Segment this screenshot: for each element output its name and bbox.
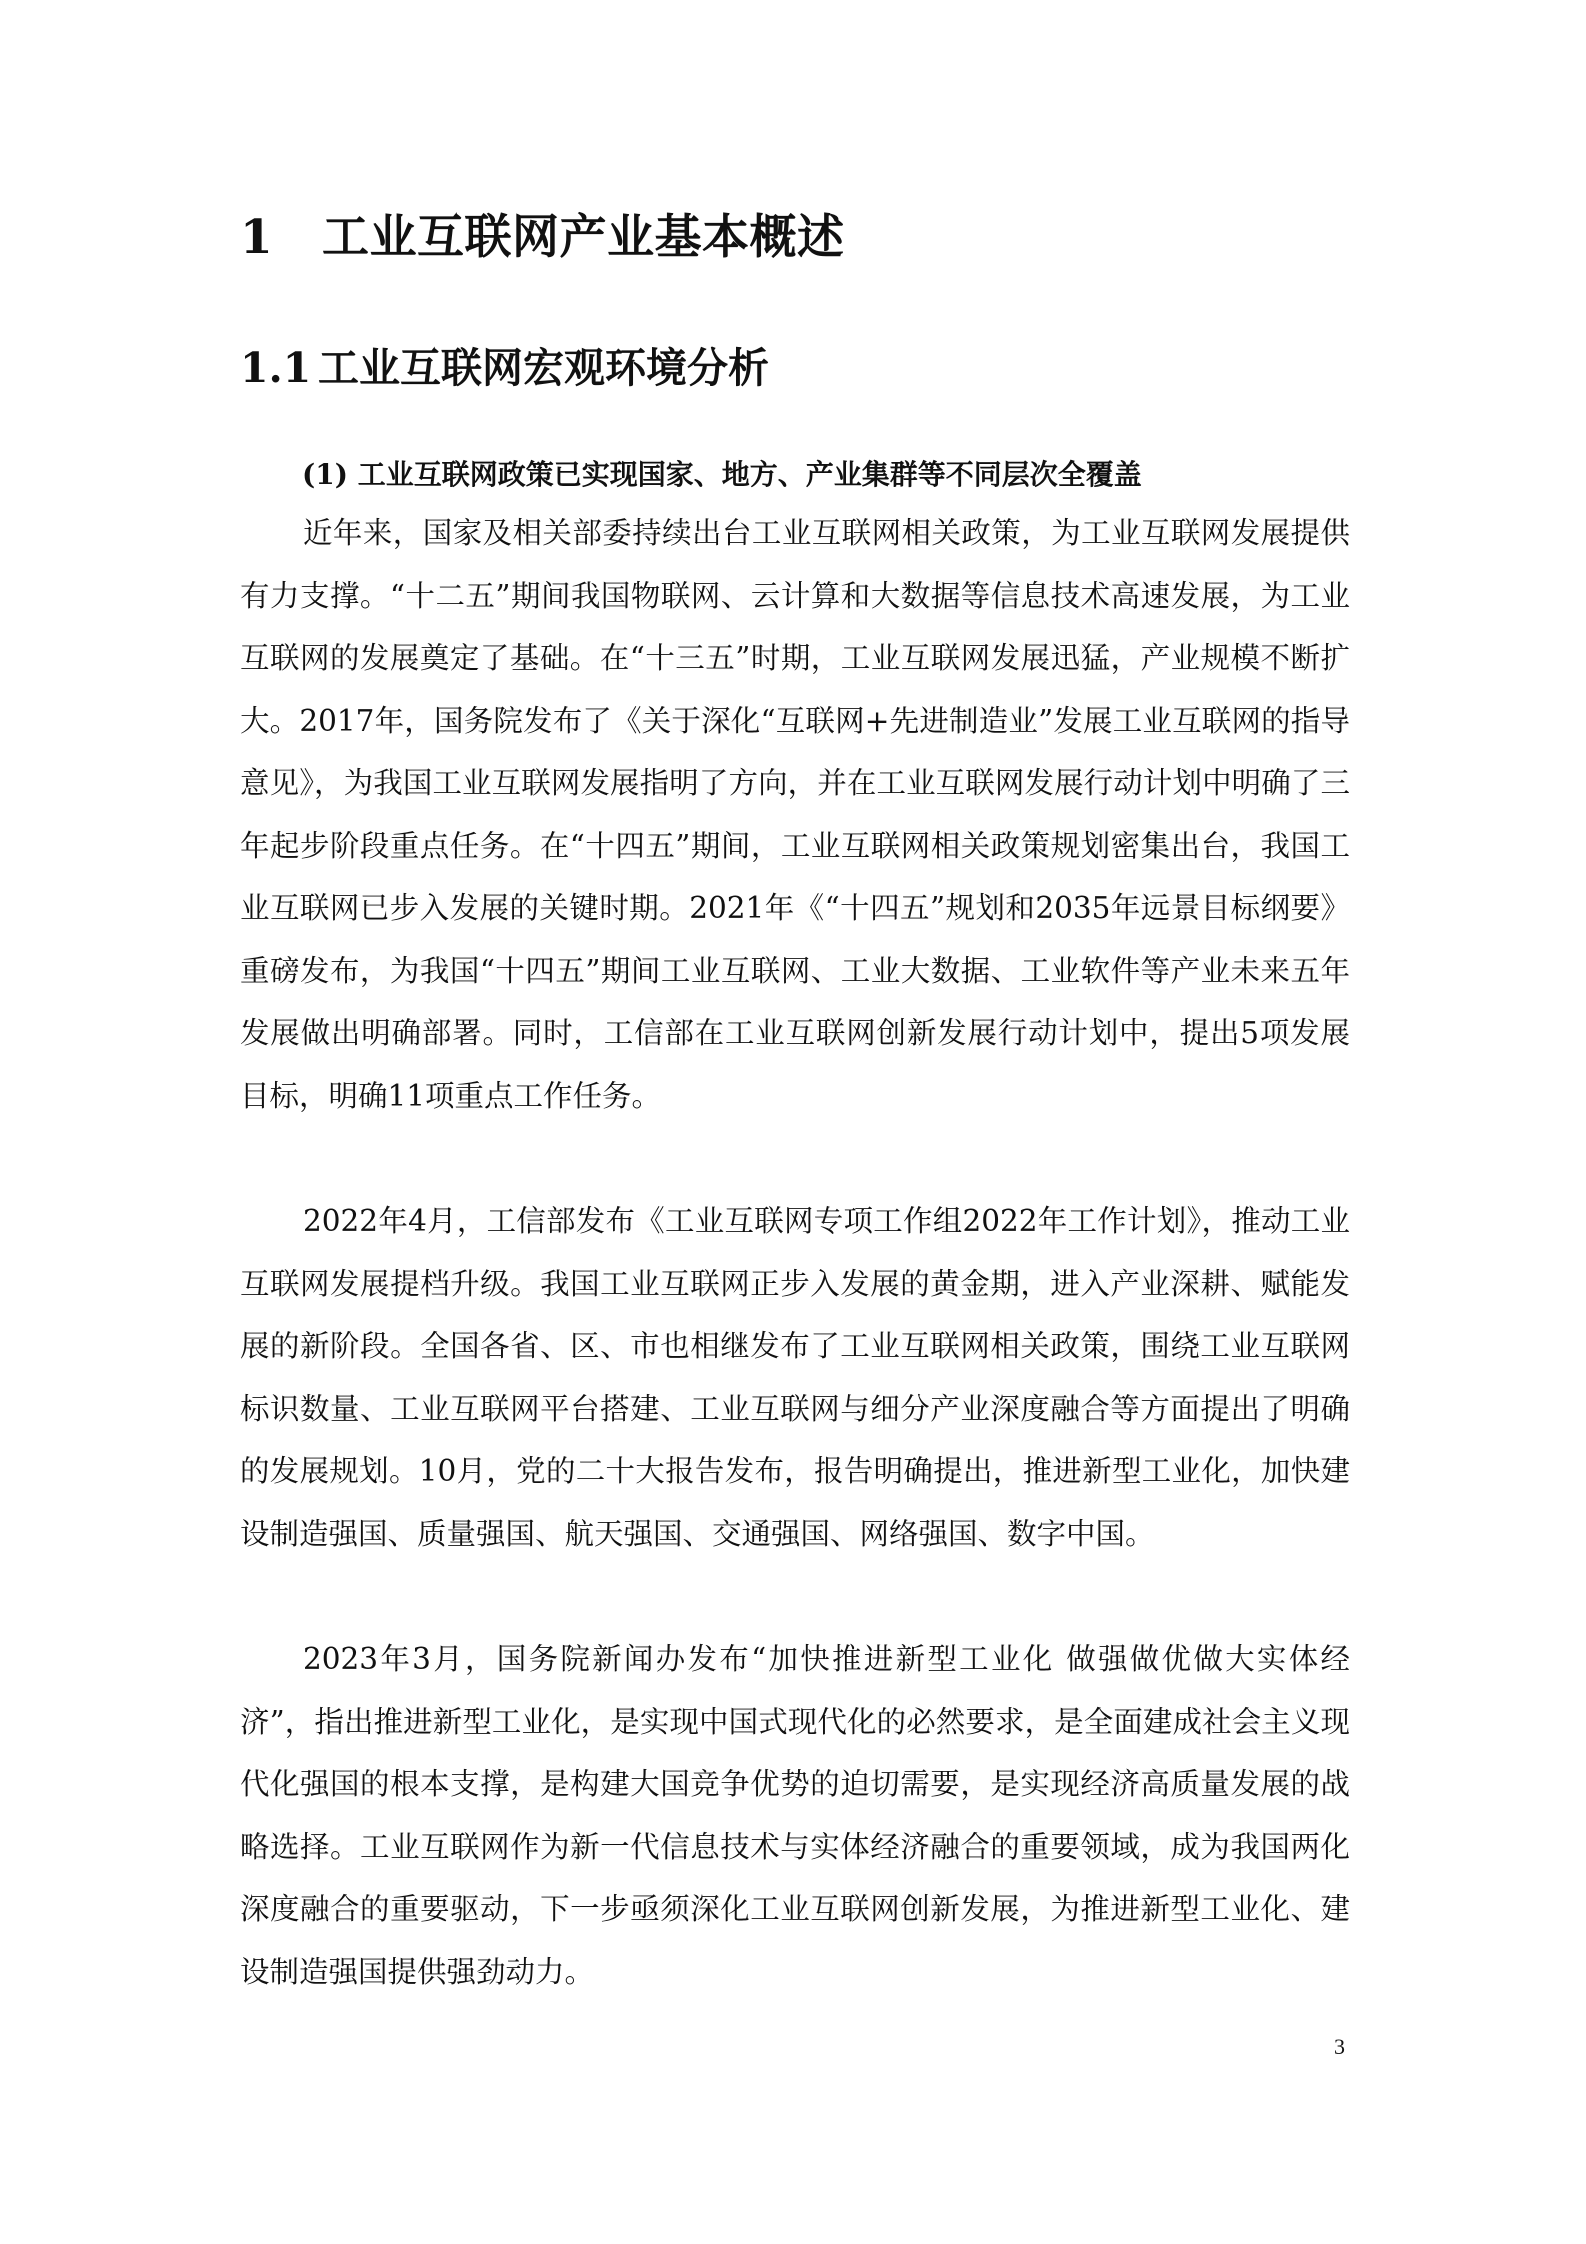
chapter-number: 1 [240,210,274,265]
section-title: 工业互联网宏观环境分析 [318,344,769,392]
body-paragraph-1: 近年来，国家及相关部委持续出台工业互联网相关政策，为工业互联网发展提供有力支撑。“十二五”期间我国物联网、云计算和大数据等信息技术高速发展，为工业互联网的发展奠定了基础。在“十三五”时期，工业互联网发展迅猛，产业规模不断扩大。2017年，国务院发布了《关于深化“互联网+先进制造业”发展工业互联网的指导意见》，为我国工业互联网发展指明了方向，并在工业互联网发展行动计划中明确了三年起步阶段重点任务。在“十四五”期间，工业互联网相关政策规划密集出台，我国工业互联网已步入发展的关键时期。2021年《“十四五”规划和2035年远景目标纲要》重磅发布，为我国“十四五”期间工业互联网、工业大数据、工业软件等产业未来五年发展做出明确部署。同时，工信部在工业互联网创新发展行动计划中，提出5项发展目标，明确11项重点工作任务。 [240,516,1350,1113]
chapter-heading [240,200,845,267]
subsection-heading: (1) 工业互联网政策已实现国家、地方、产业集群等不同层次全覆盖 [302,458,1142,491]
body-paragraph-2: 2022年4月，工信部发布《工业互联网专项工作组2022年工作计划》，推动工业互联网发展提档升级。我国工业互联网正步入发展的黄金期，进入产业深耕、赋能发展的新阶段。全国各省、区、市也相继发布了工业互联网相关政策，围绕工业互联网标识数量、工业互联网平台搭建、工业互联网与细分产业深度融合等方面提出了明确的发展规划。10月，党的二十大报告发布，报告明确提出，推进新型工业化，加快建设制造强国、质量强国、航天强国、交通强国、网络强国、数字中国。 [240,1204,1350,1551]
section-number: 1.1 [240,344,312,392]
body-paragraph-3: 2023年3月，国务院新闻办发布“加快推进新型工业化 做强做优做大实体经济”，指出推进新型工业化，是实现中国式现代化的必然要求，是全面建成社会主义现代化强国的根本支撑，是构建大国竞争优势的迫切需要，是实现经济高质量发展的战略选择。工业互联网作为新一代信息技术与实体经济融合的重要领域，成为我国两化深度融合的重要驱动，下一步亟须深化工业互联网创新发展，为推进新型工业化、建设制造强国提供强劲动力。 [240,1642,1350,1989]
section-heading [240,335,769,394]
page-number: 3 [1334,2034,1345,2059]
chapter-title: 工业互联网产业基本概述 [322,210,845,265]
